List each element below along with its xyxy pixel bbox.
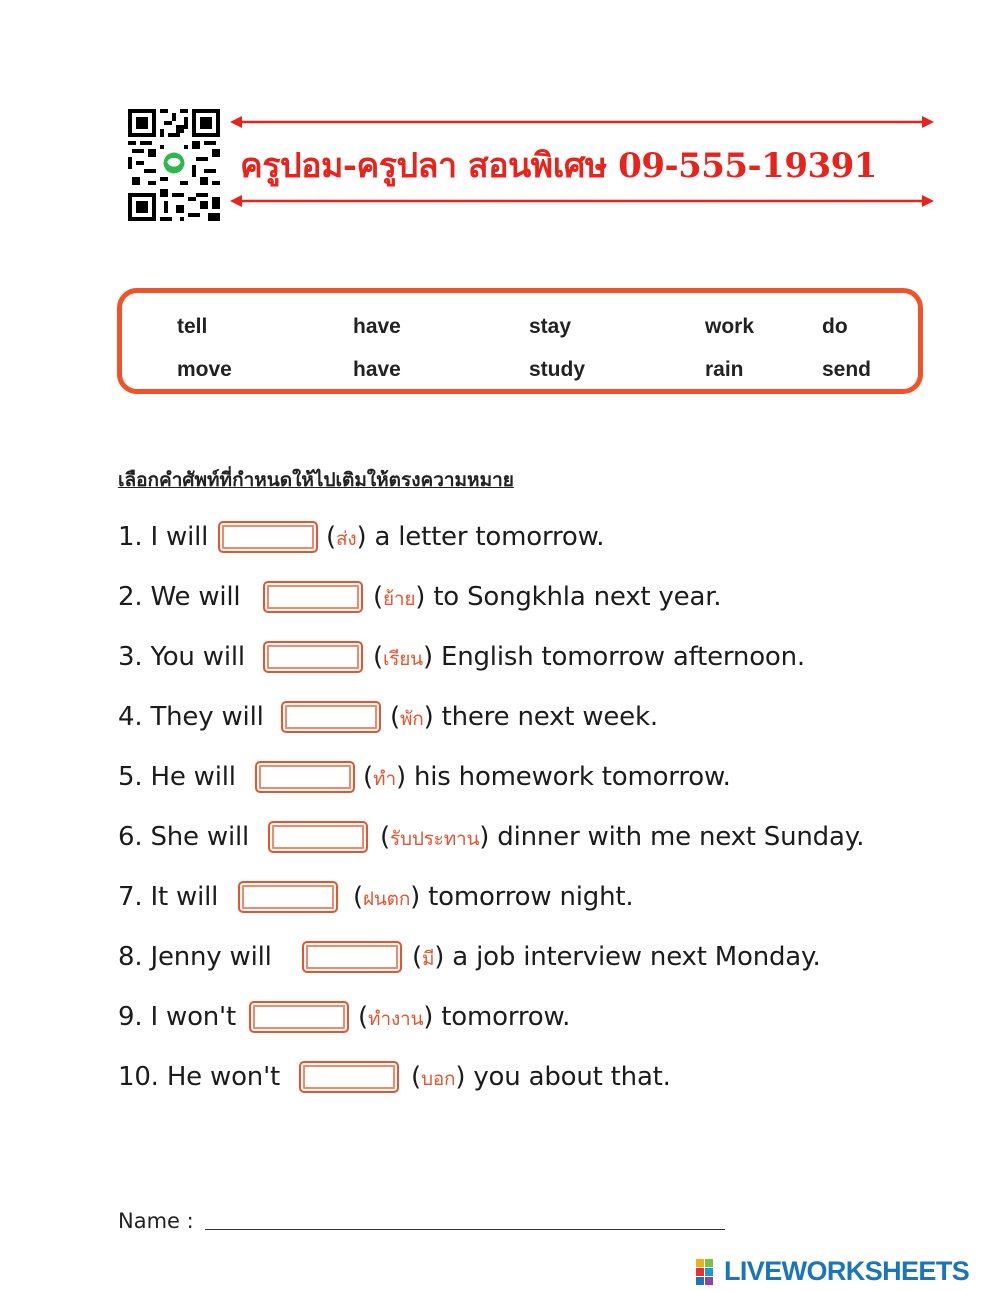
thai-hint: ส่ง xyxy=(335,528,357,550)
thai-hint: ย้าย xyxy=(382,588,416,610)
question-hint-wrap: (ทำ) his homework tomorrow. xyxy=(363,762,731,792)
liveworksheets-logo-icon xyxy=(696,1259,724,1285)
word-bank-item: stay xyxy=(529,315,572,338)
answer-blank-7[interactable] xyxy=(238,881,338,913)
question-prefix: 8. Jenny will xyxy=(118,942,272,972)
thai-hint: เรียน xyxy=(382,648,423,670)
question-hint-wrap: (มี) a job interview next Monday. xyxy=(412,942,821,972)
answer-blank-10[interactable] xyxy=(299,1061,399,1093)
question-prefix: 2. We will xyxy=(118,582,241,612)
question-suffix: English tomorrow afternoon. xyxy=(432,642,805,672)
thai-hint: บอก xyxy=(420,1068,456,1090)
name-input-line[interactable] xyxy=(205,1229,725,1230)
word-bank-item: send xyxy=(822,358,872,381)
question-7 xyxy=(118,877,634,917)
answer-blank-8[interactable] xyxy=(302,941,402,973)
word-bank-item: study xyxy=(529,358,586,381)
page-title: ครูปอม-ครูปลา สอนพิเศษ 09-555-19391 xyxy=(240,146,877,186)
question-6 xyxy=(118,817,865,857)
question-suffix: dinner with me next Sunday. xyxy=(489,822,865,852)
question-hint-wrap: (ส่ง) a letter tomorrow. xyxy=(326,522,605,552)
brand-name: LIVEWORKSHEETS xyxy=(724,1256,970,1286)
question-10 xyxy=(118,1057,671,1097)
word-bank-item: rain xyxy=(705,358,744,381)
question-hint-wrap: (เรียน) English tomorrow afternoon. xyxy=(373,642,805,672)
word-bank-item: do xyxy=(822,315,848,338)
answer-blank-6[interactable] xyxy=(268,821,368,853)
question-1 xyxy=(118,517,605,557)
thai-hint: รับประทาน xyxy=(389,828,480,850)
question-hint-wrap: (ย้าย) to Songkhla next year. xyxy=(373,582,722,612)
question-suffix: there next week. xyxy=(433,702,658,732)
qr-code-icon xyxy=(128,108,220,222)
question-hint-wrap: (ฝนตก) tomorrow night. xyxy=(353,882,634,912)
question-prefix: 5. He will xyxy=(118,762,236,792)
thai-hint: ฝนตก xyxy=(362,888,411,910)
answer-blank-1[interactable] xyxy=(218,521,318,553)
question-hint-wrap: (ทำงาน) tomorrow. xyxy=(358,1002,571,1032)
thai-hint: ทำ xyxy=(372,768,396,790)
question-4 xyxy=(118,697,658,737)
question-suffix: his homework tomorrow. xyxy=(405,762,731,792)
name-label: Name : xyxy=(118,1209,194,1233)
question-3 xyxy=(118,637,805,677)
question-prefix: 6. She will xyxy=(118,822,250,852)
question-suffix: a letter tomorrow. xyxy=(366,522,605,552)
answer-blank-5[interactable] xyxy=(255,761,355,793)
thai-hint: พัก xyxy=(399,708,424,730)
answer-blank-2[interactable] xyxy=(263,581,363,613)
word-bank-item: have xyxy=(353,315,401,338)
word-bank xyxy=(117,288,923,394)
question-suffix: a job interview next Monday. xyxy=(444,942,821,972)
word-bank-item: tell xyxy=(177,315,208,338)
question-prefix: 9. I won't xyxy=(118,1002,236,1032)
word-bank-item: move xyxy=(177,358,232,381)
word-bank-item: have xyxy=(353,358,401,381)
question-suffix: tomorrow. xyxy=(433,1002,571,1032)
question-suffix: to Songkhla next year. xyxy=(425,582,722,612)
question-2 xyxy=(118,577,722,617)
question-prefix: 10. He won't xyxy=(118,1062,281,1092)
question-8 xyxy=(118,937,821,977)
thai-hint: มี xyxy=(421,948,435,970)
question-hint-wrap: (พัก) there next week. xyxy=(390,702,658,732)
thai-hint: ทำงาน xyxy=(367,1008,424,1030)
question-prefix: 7. It will xyxy=(118,882,219,912)
question-9 xyxy=(118,997,571,1037)
question-suffix: you about that. xyxy=(465,1062,671,1092)
question-5 xyxy=(118,757,731,797)
question-prefix: 1. I will xyxy=(118,522,209,552)
question-hint-wrap: (รับประทาน) dinner with me next Sunday. xyxy=(380,822,865,852)
question-suffix: tomorrow night. xyxy=(420,882,634,912)
question-prefix: 3. You will xyxy=(118,642,245,672)
instruction-text: เลือกคำศัพท์ที่กำหนดให้ไปเติมให้ตรงความหมาย xyxy=(118,469,514,491)
answer-blank-3[interactable] xyxy=(263,641,363,673)
question-prefix: 4. They will xyxy=(118,702,264,732)
word-bank-item: work xyxy=(705,315,755,338)
answer-blank-9[interactable] xyxy=(249,1001,349,1033)
question-hint-wrap: (บอก) you about that. xyxy=(411,1062,671,1092)
answer-blank-4[interactable] xyxy=(281,701,381,733)
